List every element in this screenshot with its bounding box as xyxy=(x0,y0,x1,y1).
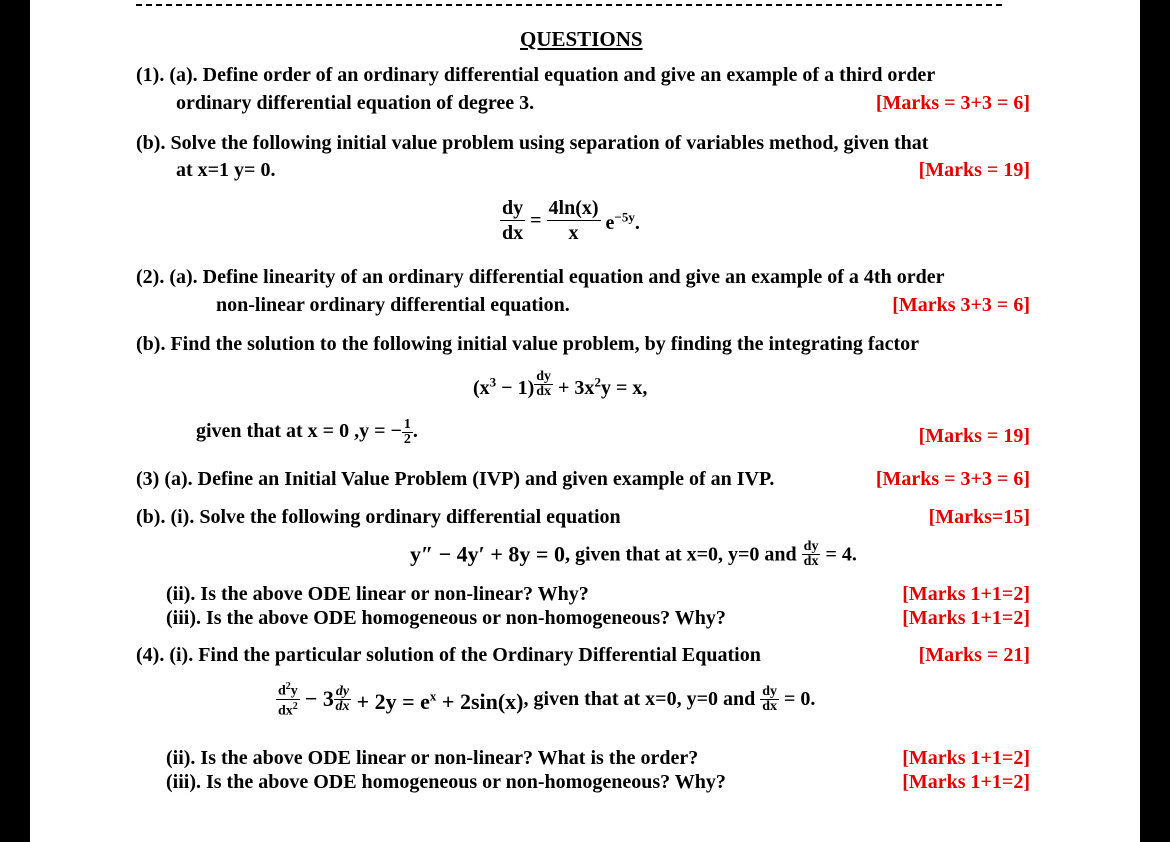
q4-given: , given that at x=0, y=0 and xyxy=(523,688,756,711)
q1b-line2: at x=1 y= 0. xyxy=(176,159,276,181)
q4-iii: (iii). Is the above ODE homogeneous or non-homogeneous? Why? xyxy=(166,771,726,793)
q3b-ii: (ii). Is the above ODE linear or non-linear? Why? xyxy=(166,583,589,605)
q2b-given-label: given that at xyxy=(196,420,303,443)
q1a-line2: ordinary differential equation of degree 3. xyxy=(176,92,535,114)
q3b-iii-marks: [Marks 1+1=2] xyxy=(902,607,1030,629)
dashed-divider xyxy=(136,4,1002,6)
q1b-line1: (b). Solve the following initial value problem using separation of variables method, given that xyxy=(136,132,929,154)
q4-ii: (ii). Is the above ODE linear or non-linear? What is the order? xyxy=(166,747,699,769)
q2b-marks: [Marks = 19] xyxy=(918,425,1030,447)
q4-line1: (4). (i). Find the particular solution of the Ordinary Differential Equation xyxy=(136,644,761,666)
page-title: QUESTIONS xyxy=(520,27,643,51)
q3b-equation: y″ − 4y′ + 8y = 0, given that at x=0, y=0 and $\frac{dy}{dx}$ = 4. xyxy=(410,539,857,569)
q4-marks: [Marks = 21] xyxy=(918,644,1030,666)
q3b-iii: (iii). Is the above ODE homogeneous or non-homogeneous? Why? xyxy=(166,607,726,629)
q2b-equation: $(x^3 - 1)$ $\frac{dy}{dx}$ + $3x^2y = x$, xyxy=(473,369,648,400)
q3b-given: , given that at x=0, y=0 and xyxy=(564,543,797,566)
q1a-line1: (1). (a). Define order of an ordinary differential equation and give an example of a third order xyxy=(136,64,936,86)
q4-equation: $\frac{d^2y}{dx^2}$ − 3 $\frac{dy}{dx}$ + $2y = e^x + 2\sin(x)$, given that at x=0, y=0 and $\frac{dy}{dx}$ = 0. xyxy=(278,681,816,719)
q2a-line1: (2). (a). Define linearity of an ordinary differential equation and give an example of a 4th order xyxy=(136,266,945,288)
q1b-marks: [Marks = 19] xyxy=(918,159,1030,181)
q2b-given: given that at x = 0 ,y = − $\frac{1}{2}$ . xyxy=(196,417,418,447)
q2b-line1: (b). Find the solution to the following initial value problem, by finding the integrating factor xyxy=(136,333,919,355)
document-page xyxy=(30,0,1140,842)
q3b-marks: [Marks=15] xyxy=(928,506,1030,528)
q3a-line1: (3) (a). Define an Initial Value Problem (IVP) and given example of an IVP. xyxy=(136,468,775,490)
q1a-marks: [Marks = 3+3 = 6] xyxy=(875,92,1030,114)
q4-iii-marks: [Marks 1+1=2] xyxy=(902,771,1030,793)
q3b-ii-marks: [Marks 1+1=2] xyxy=(902,583,1030,605)
q3b-line1: (b). (i). Solve the following ordinary differential equation xyxy=(136,506,621,528)
q1b-equation: $\frac{dy}{dx}$ = $\frac{4\ln(x)}{x}$ $e^{-5y}$. xyxy=(502,197,640,244)
q4-ii-marks: [Marks 1+1=2] xyxy=(902,747,1030,769)
q2a-line2: non-linear ordinary differential equation. xyxy=(216,294,570,316)
q2a-marks: [Marks 3+3 = 6] xyxy=(892,294,1030,316)
q3a-marks: [Marks = 3+3 = 6] xyxy=(875,468,1030,490)
